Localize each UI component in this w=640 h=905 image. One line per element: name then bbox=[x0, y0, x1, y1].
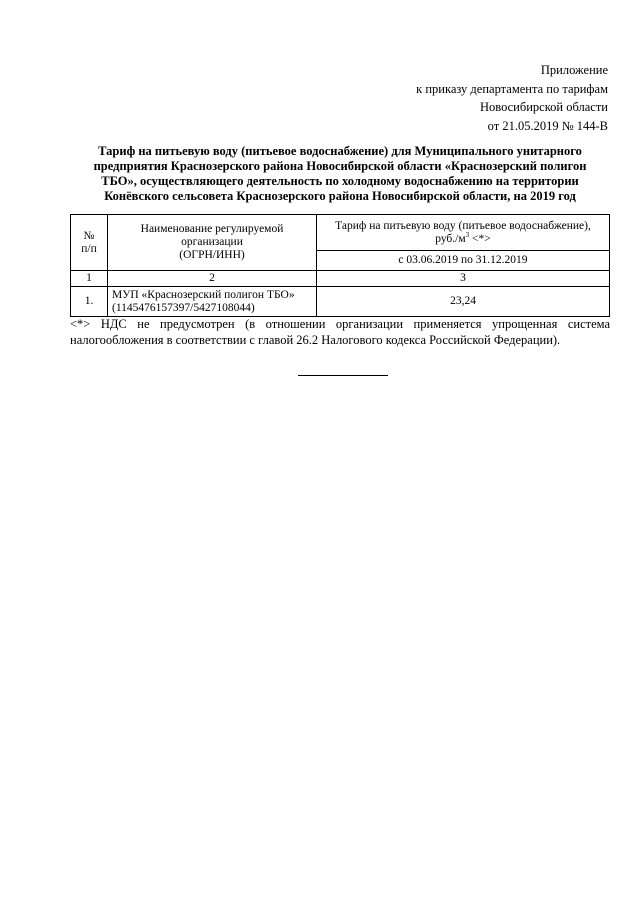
row-tariff: 23,24 bbox=[317, 287, 610, 317]
appendix-line-2: к приказу департамента по тарифам bbox=[416, 81, 608, 96]
document-title bbox=[70, 144, 610, 204]
appendix-block bbox=[416, 61, 608, 135]
header-num-line-2: п/п bbox=[81, 242, 97, 255]
header-org-line-1: Наименование регулируемой bbox=[140, 223, 284, 235]
appendix-line-4: от 21.05.2019 № 144-В bbox=[487, 118, 608, 133]
header-tariff bbox=[317, 215, 610, 251]
header-num-line-1: № bbox=[83, 229, 95, 242]
appendix-line-1: Приложение bbox=[540, 63, 608, 77]
header-tariff-unit: руб./м bbox=[435, 232, 466, 245]
title-line-1: Тариф на питьевую воду (питьевое водоснабжение) для Муниципального унитарного bbox=[98, 144, 582, 158]
row-org bbox=[108, 287, 317, 317]
header-org-line-3: (ОГРН/ИНН) bbox=[179, 249, 245, 261]
header-tariff-line-2 bbox=[321, 230, 605, 246]
table-colnum-row bbox=[71, 271, 610, 287]
colnum-2: 2 bbox=[108, 271, 317, 287]
row-org-ids: (1145476157397/5427108044) bbox=[112, 301, 255, 314]
tariff-table bbox=[70, 214, 610, 317]
header-num bbox=[71, 215, 108, 271]
separator-line bbox=[298, 375, 388, 376]
title-line-4: Конёвского сельсовета Краснозерского района Новосибирской области, на 2019 год bbox=[104, 189, 576, 203]
row-org-name: МУП «Краснозерский полигон ТБО» bbox=[112, 288, 295, 301]
table-row bbox=[71, 287, 610, 317]
colnum-3: 3 bbox=[317, 271, 610, 287]
title-line-3: ТБО», осуществляющего деятельность по холодному водоснабжению на территории bbox=[101, 174, 579, 188]
header-tariff-unit-sup: 3 bbox=[465, 230, 470, 239]
footnote: <*> НДС не предусмотрен (в отношении организации применяется упрощенная система налогообложения в соответствии с главой 26.2 Налогового кодекса Российской Федерации). bbox=[70, 317, 610, 347]
header-org bbox=[108, 215, 317, 271]
title-line-2: предприятия Краснозерского района Новосибирской области «Краснозерский полигон bbox=[93, 159, 587, 173]
header-tariff-note-ref: <*> bbox=[472, 232, 491, 245]
header-period: с 03.06.2019 по 31.12.2019 bbox=[317, 251, 610, 271]
row-num: 1. bbox=[71, 287, 108, 317]
header-tariff-line-1: Тариф на питьевую воду (питьевое водоснабжение), bbox=[335, 219, 591, 232]
colnum-1: 1 bbox=[71, 271, 108, 287]
appendix-line-3: Новосибирской области bbox=[479, 100, 608, 114]
header-org-line-2: организации bbox=[181, 236, 243, 248]
table-header-row bbox=[71, 215, 610, 251]
